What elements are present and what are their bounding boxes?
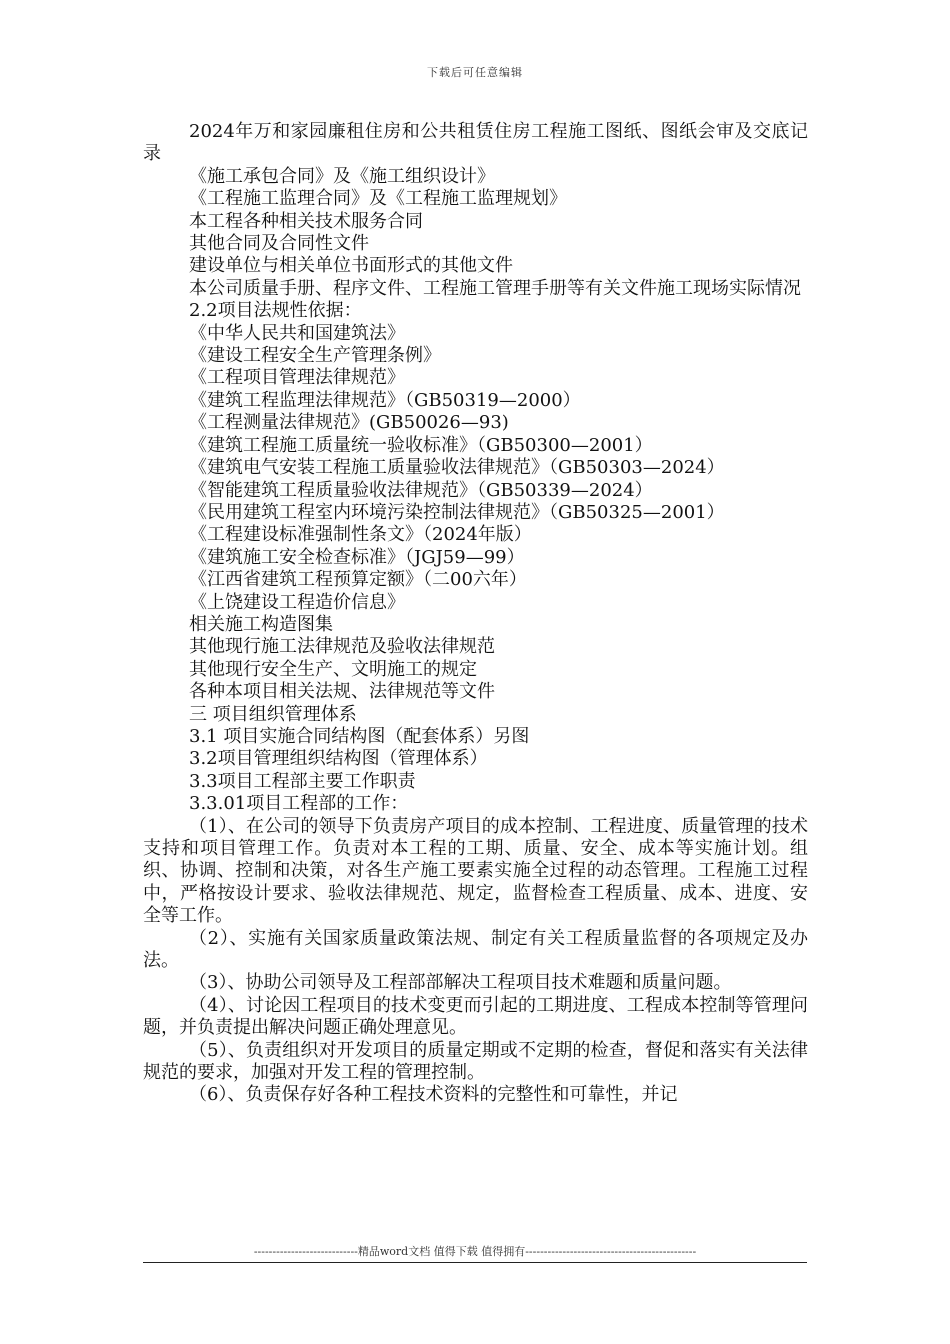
section-heading: 3.3项目工程部主要工作职责 [189,770,416,792]
paragraph: 《工程测量法律规范》(GB50026—93) [189,412,509,434]
paragraph: （1）、在公司的领导下负责房产项目的成本控制、工程进度、质量管理的技术支持和项目管理工作。负责对本工程的工期、质量、安全、成本等实施计划。组织、协调、控制和决策，对各生产施工要素实施全过程的动态管理。工程施工过程中，严格按设计要求、验收法律规范、规定，监督检查工程质量、成本、进度、安全等工作。 [143,815,808,927]
paragraph: 其他现行安全生产、文明施工的规定 [189,658,477,680]
paragraph: 《江西省建筑工程预算定额》（二00六年） [189,569,527,591]
paragraph: 各种本项目相关法规、法律规范等文件 [189,681,495,703]
page-header-note: 下载后可任意编辑 [427,66,523,79]
section-heading: 3.1 项目实施合同结构图（配套体系）另图 [189,725,530,747]
page-footer-note: ----------------------------精品word文档 值得下载 值得拥有---------------------------------------------- [253,1245,697,1258]
section-heading: 三 项目组织管理体系 [189,703,357,725]
paragraph: 《工程项目管理法律规范》 [189,367,405,389]
paragraph: 《施工承包合同》及《施工组织设计》 [189,165,495,187]
paragraph: 《建筑电气安装工程施工质量验收法律规范》（GB50303—2024） [189,457,725,479]
footer-divider [143,1262,807,1263]
section-heading: 2.2项目法规性依据： [189,300,362,322]
section-heading: 3.2项目管理组织结构图（管理体系） [189,748,488,770]
paragraph: 《智能建筑工程质量验收法律规范》（GB50339—2024） [189,479,653,501]
paragraph: 《工程建设标准强制性条文》（2024年版） [189,524,532,546]
paragraph: 《中华人民共和国建筑法》 [189,322,405,344]
paragraph: （2）、实施有关国家质量政策法规、制定有关工程质量监督的各项规定及办法。 [143,927,808,972]
paragraph: 2024年万和家园廉租住房和公共租赁住房工程施工图纸、图纸会审及交底记录 [143,121,808,165]
paragraph: 其他现行施工法律规范及验收法律规范 [189,636,495,658]
paragraph: 《上饶建设工程造价信息》 [189,591,405,613]
paragraph: 《建筑施工安全检查标准》（JGJ59—99） [189,546,525,568]
paragraph: 相关施工构造图集 [189,613,333,635]
paragraph: 本公司质量手册、程序文件、工程施工管理手册等有关文件施工现场实际情况 [189,277,801,299]
paragraph: （4）、讨论因工程项目的技术变更而引起的工期进度、工程成本控制等管理问题，并负责提出解决问题正确处理意见。 [143,994,808,1039]
document-body [143,121,808,1107]
paragraph: 《建筑工程施工质量统一验收标准》（GB50300—2001） [189,434,653,456]
paragraph: 其他合同及合同性文件 [189,233,369,255]
paragraph: 建设单位与相关单位书面形式的其他文件 [189,255,513,277]
paragraph: （6）、负责保存好各种工程技术资料的完整性和可靠性，并记 [189,1084,678,1106]
paragraph: （3）、协助公司领导及工程部部解决工程项目技术难题和质量问题。 [189,972,732,994]
paragraph: 《民用建筑工程室内环境污染控制法律规范》（GB50325—2001） [189,501,725,523]
section-heading: 3.3.01项目工程部的工作： [189,793,409,815]
paragraph: 《建设工程安全生产管理条例》 [189,345,441,367]
paragraph: 《建筑工程监理法律规范》（GB50319—2000） [189,389,581,411]
paragraph: 《工程施工监理合同》及《工程施工监理规划》 [189,188,567,210]
paragraph: 本工程各种相关技术服务合同 [189,210,423,232]
paragraph: （5）、负责组织对开发项目的质量定期或不定期的检查，督促和落实有关法律规范的要求，加强对开发工程的管理控制。 [143,1039,808,1084]
